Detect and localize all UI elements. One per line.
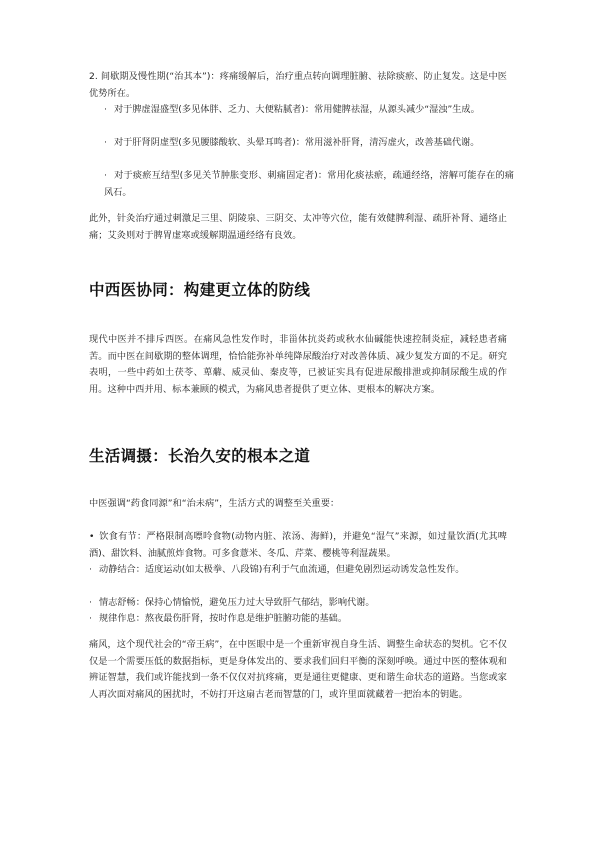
list-marker: · — [89, 564, 92, 575]
sub-item-text: 对于肝肾阴虚型(多见腰膝酸软、头晕耳鸣者)：常用滋补肝肾，清泻虚火，改善基础代谢。 — [114, 137, 480, 148]
closing-paragraph: 痛风，这个现代社会的“帝王病”，在中医眼中是一个重新审视自身生活、调整生命状态的契机。它不仅仅是一个需要压低的数据指标，更是身体发出的、要求我们回归平衡的深刻呼唤。通过中医的整体观和辨证智慧，我们或许能找到一条不仅仅对抗疼痛，更是通往更健康、更和谐生命状态的道路。当您或家人再次面对痛风的困扰时，不妨打开这扇古老而智慧的门，或许里面就藏着一把治本的钥匙。 — [89, 639, 507, 700]
list-item-text: 饮食有节：严格限制高嘌呤食物(动物内脏、浓汤、海鲜)，并避免“湿气”来源，如过量饮酒(尤其啤酒)、甜饮料、油腻煎炸食物。可多食薏米、冬瓜、芹菜、樱桃等利湿蔬果。 — [89, 531, 507, 559]
list-item-diet — [89, 529, 507, 562]
section-heading-lifestyle: 生活调摄：长治久安的根本之道 — [89, 447, 311, 465]
list-item-emotion — [89, 595, 507, 612]
list-marker: · — [89, 597, 92, 608]
stage2-paragraph: 2. 间歇期及慢性期(“治其本”)：疼痛缓解后，治疗重点转向调理脏腑、祛除痰瘀、防止复发。这是中医优势所在。 — [89, 71, 507, 99]
section-heading-integration: 中西医协同：构建更立体的防线 — [89, 281, 311, 299]
sub-item-text: 对于脾虚湿盛型(多见体胖、乏力、大便粘腻者)：常用健脾祛湿，从源头减少“湿浊”生成。 — [114, 104, 480, 115]
acupuncture-paragraph: 此外，针灸治疗通过刺激足三里、阴陵泉、三阴交、太冲等穴位，能有效健脾利湿、疏肝补肾、通络止痛；艾灸则对于脾胃虚寒或缓解期温通经络有良效。 — [89, 213, 507, 241]
list-item-routine — [89, 611, 507, 628]
list-item-text: 动静结合：适度运动(如太极拳、八段锦)有利于气血流通，但避免剧烈运动诱发急性发作。 — [99, 564, 465, 575]
sub-item-phlegm — [104, 168, 514, 201]
sub-item-spleen — [104, 102, 514, 119]
list-marker: • — [89, 531, 95, 542]
list-item-text: 规律作息：熬夜最伤肝肾，按时作息是维护脏腑功能的基础。 — [99, 613, 348, 624]
integration-paragraph: 现代中医并不排斥西医。在痛风急性发作时，非甾体抗炎药或秋水仙碱能快速控制炎症，减轻患者痛苦。而中医在间歇期的整体调理，恰恰能弥补单纯降尿酸治疗对改善体质、减少复发方面的不足。研究表明，一些中药如土茯苓、萆薢、威灵仙、秦皮等，已被证实具有促进尿酸排泄或抑制尿酸生成的作用。这种中西并用、标本兼顾的模式，为痛风患者提供了更立体、更根本的解决方案。 — [89, 334, 507, 395]
sub-item-marker: · — [104, 104, 107, 115]
sub-item-marker: · — [104, 170, 107, 181]
list-item-text: 情志舒畅：保持心情愉悦，避免压力过大导致肝气郁结，影响代谢。 — [99, 597, 375, 608]
list-item-exercise — [89, 562, 507, 579]
list-marker: · — [89, 613, 92, 624]
sub-item-liver — [104, 135, 514, 152]
sub-item-marker: · — [104, 137, 107, 148]
lifestyle-lead: 中医强调“药食同源”和“治未病”，生活方式的调整至关重要： — [89, 498, 340, 509]
sub-item-text: 对于痰瘀互结型(多见关节肿胀变形、刺痛固定者)：常用化痰祛瘀，疏通经络，溶解可能存在的痛风石。 — [104, 170, 514, 198]
